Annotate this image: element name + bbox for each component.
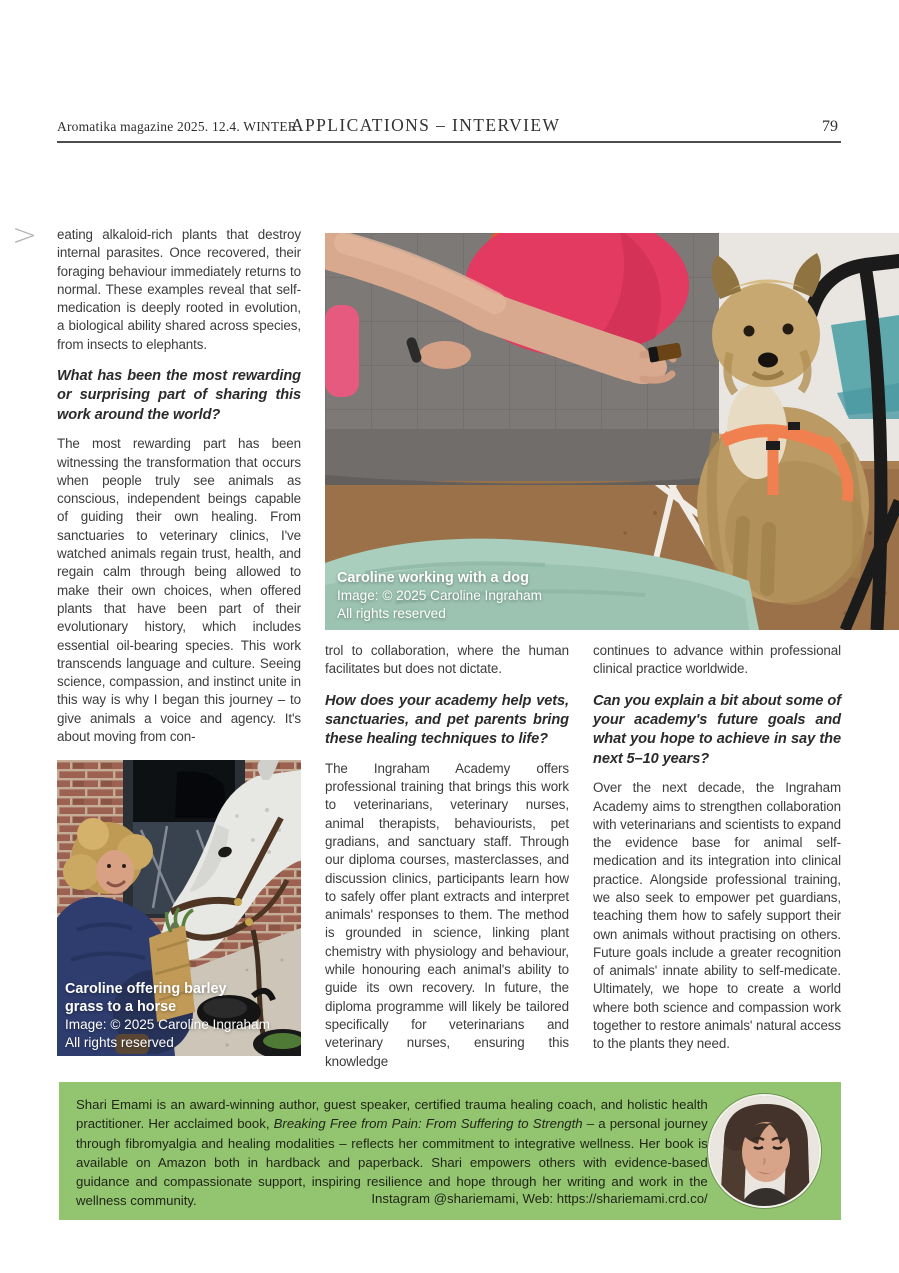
question-heading: How does your academy help vets, sanctuaries, and pet parents bring these healing techniques to life? [325,692,569,748]
face [96,850,134,894]
paragraph: eating alkaloid-rich plants that destroy internal parasites. Once recovered, their foraging behaviour immediately returns to normal. These examples reveal that self-medication is deeply rooted in evolution, a biological ability shared across species, from insects to elephants. [57,227,301,352]
author-avatar [708,1094,821,1208]
article-column-2 [325,642,569,1071]
halter-buckle [234,898,242,906]
caption-credit: Image: © 2025 Caroline Ingraham [65,1017,270,1032]
bio-contact-links: Instagram @shariemami, Web: https://shariemami.crd.co/ [371,1190,708,1206]
caption-credit: Image: © 2025 Caroline Ingraham [337,588,542,603]
paragraph: trol to collaboration, where the human facilitates but does not dictate. [325,643,569,677]
paragraph: continues to advance within professional clinical practice worldwide. [593,643,841,677]
dog-nose [758,353,778,368]
article-column-1 [57,226,301,746]
question-heading: Can you explain a bit about some of your academy's future goals and what you hope to achieve in say the next 5–10 years? [593,692,841,767]
caption-title: Caroline working with a dog [337,569,529,586]
margin-marker-chevron: > [12,218,38,253]
pink-clothing-edge [325,305,359,397]
photo-caption [337,570,542,623]
article-column-3 [593,642,841,1054]
header-rule [57,141,841,143]
harness-clip [788,422,800,430]
caption-rights: All rights reserved [337,605,446,621]
dog-eye [783,324,794,335]
bio-text [59,1082,708,1220]
magazine-issue-label: Aromatika magazine 2025. 12.4. WINTER [57,119,297,134]
photo-caption [65,981,270,1051]
bio-text-after: – a personal journey through fibromyalgia and healing modalities – reflects her commitment to integrative wellness. Her book is available on Amazon both in hardback and paperback. Shari empowers others with evidence-based guidance and compassionate support, inspiring resilience and hope through her writing and work in the wellness community. [76,1116,708,1209]
paragraph: Over the next decade, the Ingraham Academy aims to strengthen collaboration with veterinarians and scientists to expand the evidence base for animal self-medication and its integration into clinical practice. Alongside professional training, we also seek to empower pet guardians, teaching them how to safely support their own animals without practising on others. Future goals include a greater recognition of animals' innate ability to self-medicate. Ultimately, we hope to create a world where both science and compassion work together to restore animals' natural access to the plants they need. [593,780,841,1052]
avatar-illustration [710,1096,820,1206]
paragraph: The most rewarding part has been witnessing the transformation that occurs when people truly see animals as conscious, independent beings capable of guiding their own healing. From sanctuaries to veterinary clinics, I've watched animals regain trust, health, and regain calm through being allowed to make their own choices, when offered plants that have been part of their evolutionary history, which includes essential oil-bearing species. This work transcends language and culture. Seeing science, compassion, and instinct unite in this way is why I began this journey – to give animals a voice and agency. It's about moving from con- [57,436,301,745]
halter-ring [245,918,253,926]
paragraph: The Ingraham Academy offers professional training that brings this work to veterinarians, veterinary nurses, animal therapists, behaviourists, pet gradians, and sanctuary staff. Through our diploma courses, masterclasses, and discussion clinics, participants learn how to safely offer plant extracts and interpret animals' responses to them. The method is grounded in science, linking plant chemistry with physiology and behaviour, while honouring each animal's ability to guide its own recovery. In future, the diploma programme will likely be tailored specifically for veterinarians and veterinary nurses, ensuring this knowledge [325,760,569,1069]
caption-title: Caroline offering barley grass to a horse [65,981,227,1015]
dog-eye [744,326,755,337]
photo-dog [325,233,899,630]
page-number: 79 [822,118,838,135]
harness-clip [766,441,780,450]
bio-book-title: Breaking Free from Pain: From Suffering to Strength [273,1116,583,1132]
photo-horse [57,760,301,1056]
resting-hand [419,341,471,369]
author-bio-box [59,1082,841,1220]
caption-rights: All rights reserved [65,1034,174,1050]
section-title: APPLICATIONS – INTERVIEW [291,115,561,135]
page-header [57,113,841,135]
question-heading: What has been the most rewarding or surprising part of sharing this work around the world? [57,368,301,423]
bio-text-before: Shari Emami is an award-winning author, guest speaker, certified trauma healing coach, and holistic health practitioner. Her acclaimed book, [76,1097,708,1132]
